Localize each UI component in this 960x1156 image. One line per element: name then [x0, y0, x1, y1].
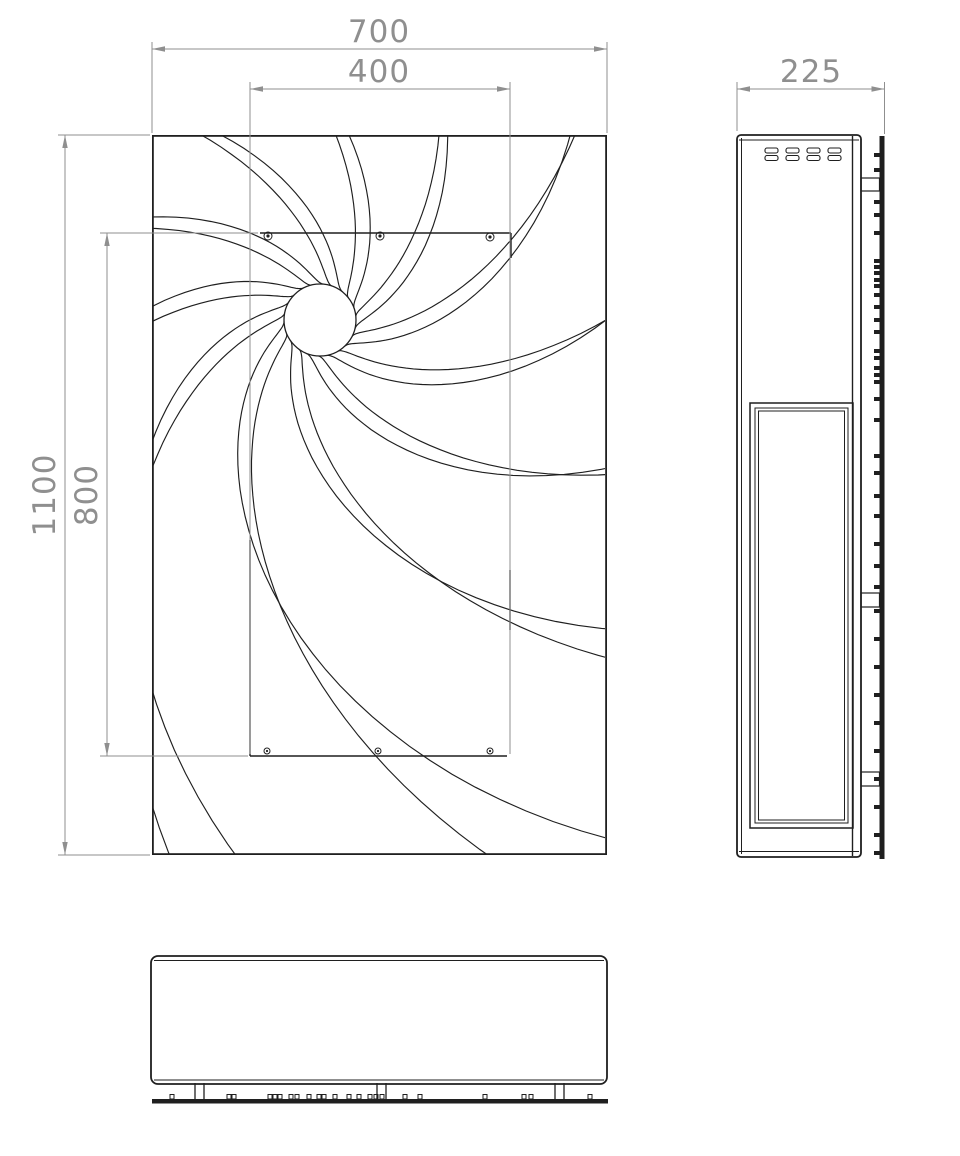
wall-tab [874, 271, 880, 275]
wall-tab [874, 693, 880, 697]
top-view [151, 956, 608, 1104]
dim-label-width: 700 [347, 14, 411, 50]
arrow-top [104, 233, 109, 246]
mount-hole-bottom-center [489, 750, 491, 752]
wall-tab [874, 168, 880, 172]
wall-tab [874, 805, 880, 809]
wall-tab [874, 397, 880, 401]
wall-tab [522, 1095, 526, 1100]
wall-tab [874, 284, 880, 288]
wall-tab [874, 366, 880, 370]
wall-tab [307, 1095, 311, 1100]
wall-tab [268, 1095, 272, 1100]
mount-hole-top-center [488, 235, 491, 238]
wall-bracket [861, 178, 880, 191]
wall-tab [874, 278, 880, 282]
wall-tab [874, 494, 880, 498]
wall-tab [874, 749, 880, 753]
wall-strip [880, 136, 885, 859]
wall-tab [874, 380, 880, 384]
wall-strip-tabs [874, 153, 880, 855]
wall-line-tabs [170, 1095, 592, 1100]
arrow-top [62, 135, 67, 148]
wall-tab [170, 1095, 174, 1100]
wall-tab [874, 231, 880, 235]
wall-tab [874, 721, 880, 725]
wall-tab [874, 356, 880, 360]
wall-tab [874, 293, 880, 297]
wall-tab [874, 200, 880, 204]
wall-tab [874, 637, 880, 641]
wall-tab [874, 665, 880, 669]
wall-tab [874, 851, 880, 855]
wall-tab [874, 349, 880, 353]
wall-tab [874, 585, 880, 589]
wall-tab [227, 1095, 231, 1100]
wall-tab [588, 1095, 592, 1100]
wall-tab [874, 153, 880, 157]
wall-tab [289, 1095, 293, 1100]
wall-tab [874, 454, 880, 458]
arrow-right [872, 86, 885, 91]
side-body-outline [737, 135, 861, 857]
arrow-left [737, 86, 750, 91]
wall-tab [317, 1095, 321, 1100]
arrow-left [152, 46, 165, 51]
wall-tab [874, 305, 880, 309]
dim-label-depth: 225 [779, 54, 843, 90]
side-view [737, 135, 885, 859]
wall-tab [874, 471, 880, 475]
wall-tab [874, 213, 880, 217]
wall-tab [874, 833, 880, 837]
wall-tab [874, 330, 880, 334]
wall-tab [874, 318, 880, 322]
mount-hole-top-center [378, 234, 381, 237]
wall-tab [403, 1095, 407, 1100]
front-panel-outline [153, 136, 606, 854]
arrow-bottom [62, 842, 67, 855]
wall-tab [874, 259, 880, 263]
mount-hole-bottom-center [377, 750, 379, 752]
mount-hole-top-center [266, 234, 269, 237]
wall-tab [874, 418, 880, 422]
wall-tab [347, 1095, 351, 1100]
wall-tab [278, 1095, 282, 1100]
wall-line [152, 1099, 608, 1104]
mount-hole-bottom-center [266, 750, 268, 752]
wall-tab [295, 1095, 299, 1100]
wall-tab [368, 1095, 372, 1100]
wall-tab [322, 1095, 326, 1100]
wall-tab [874, 564, 880, 568]
arrow-left [250, 86, 263, 91]
wall-tab [232, 1095, 236, 1100]
arrow-bottom [104, 743, 109, 756]
wall-tab [483, 1095, 487, 1100]
wall-tab [874, 265, 880, 269]
wall-tab [273, 1095, 277, 1100]
wall-tab [529, 1095, 533, 1100]
wall-tab [418, 1095, 422, 1100]
wall-tab [874, 777, 880, 781]
dim-label-inner-height: 800 [69, 463, 105, 527]
arrow-right [594, 46, 607, 51]
wall-tab [874, 609, 880, 613]
top-body-outline [151, 956, 607, 1084]
wall-bracket [861, 593, 880, 607]
wall-tab [874, 542, 880, 546]
wall-tab [874, 514, 880, 518]
wall-tab [380, 1095, 384, 1100]
wall-tab [333, 1095, 337, 1100]
spiral-center-circle [284, 284, 356, 356]
arrow-right [497, 86, 510, 91]
wall-tab [874, 373, 880, 377]
dim-label-inner-width: 400 [347, 54, 411, 90]
wall-tab [357, 1095, 361, 1100]
dimension-depth-225 [737, 54, 885, 134]
dim-label-height: 1100 [27, 453, 63, 537]
